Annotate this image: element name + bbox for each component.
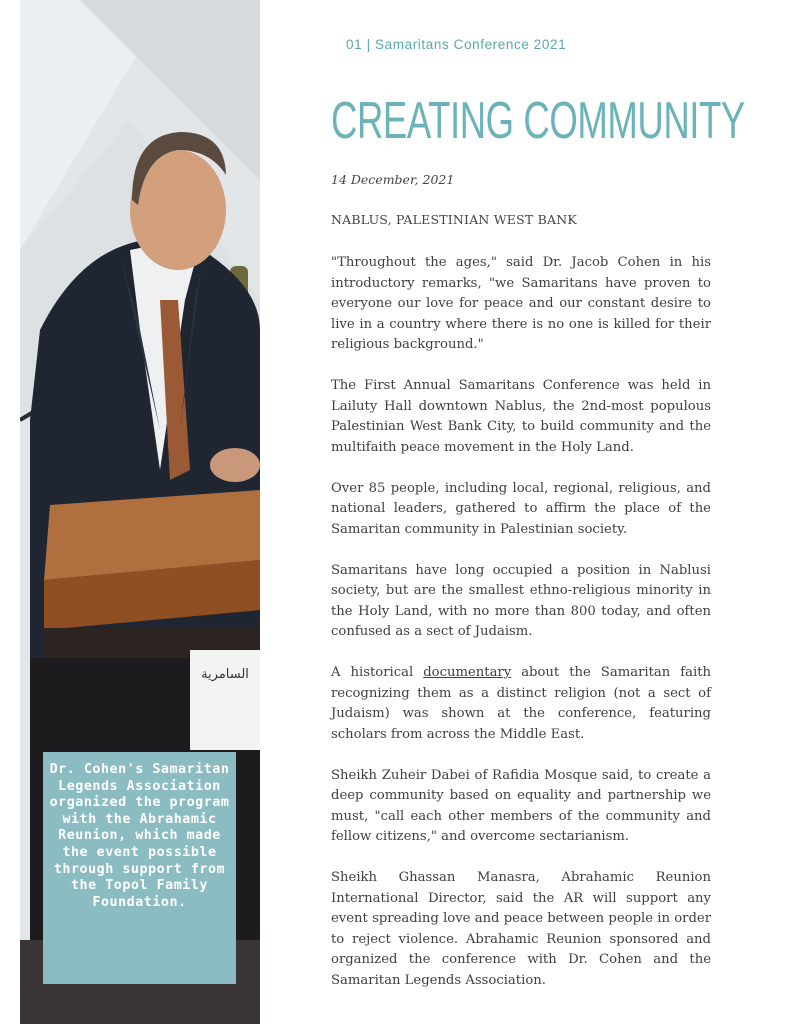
banner-sign-text: السامرية — [201, 667, 249, 682]
article-paragraph: Sheikh Ghassan Manasra, Abrahamic Reunion International Director, said the AR will support any event spreading love and peace between people in order to reject violence. Abrahamic Reunion sponsored and organized the conference with Dr. Cohen and the Samaritan Legends Association. — [331, 870, 711, 988]
article-date: 14 December, 2021 — [331, 172, 455, 187]
paragraph-text: about the Samaritan faith recognizing them as a distinct religion (not a sect of Judaism) was shown at the conference, featuring scholars from across the Middle East. — [331, 665, 711, 742]
article-paragraph: Sheikh Zuheir Dabei of Rafidia Mosque said, to create a deep community based on equality and partnership we must, "call each other members of the community and fellow citizens," and overcome sectarianism. — [331, 767, 711, 844]
article-dateline: NABLUS, PALESTINIAN WEST BANK — [331, 212, 577, 227]
article-paragraph: The First Annual Samaritans Conference was held in Lailuty Hall downtown Nablus, the 2nd-most populous Palestinian West Bank City, to build community and the multifaith peace movement in the Holy Land. — [331, 378, 711, 455]
article-body — [331, 253, 711, 1012]
page-title: CREATING COMMUNITY — [331, 92, 745, 150]
section-label: 01 | Samaritans Conference 2021 — [346, 37, 567, 52]
paragraph-text: A historical — [331, 665, 424, 680]
article-paragraph — [331, 663, 711, 745]
article-paragraph: Over 85 people, including local, regional, religious, and national leaders, gathered to affirm the place of the Samaritan community in Palestinian society. — [331, 480, 711, 537]
article-paragraph: "Throughout the ages," said Dr. Jacob Cohen in his introductory remarks, "we Samaritans have proven to everyone our love for peace and our constant desire to live in a country where there is no one is killed for their religious background." — [331, 255, 711, 352]
article-paragraph: Samaritans have long occupied a position in Nablusi society, but are the smallest ethno-religious minority in the Holy Land, with no more than 800 today, and often confused as a sect of Judaism. — [331, 562, 711, 639]
documentary-link[interactable]: documentary — [423, 665, 512, 680]
photo-caption: Dr. Cohen's Samaritan Legends Association organized the program with the Abrahamic Reunion, which made the event possible through support from the Topol Family Foundation. — [43, 752, 236, 984]
